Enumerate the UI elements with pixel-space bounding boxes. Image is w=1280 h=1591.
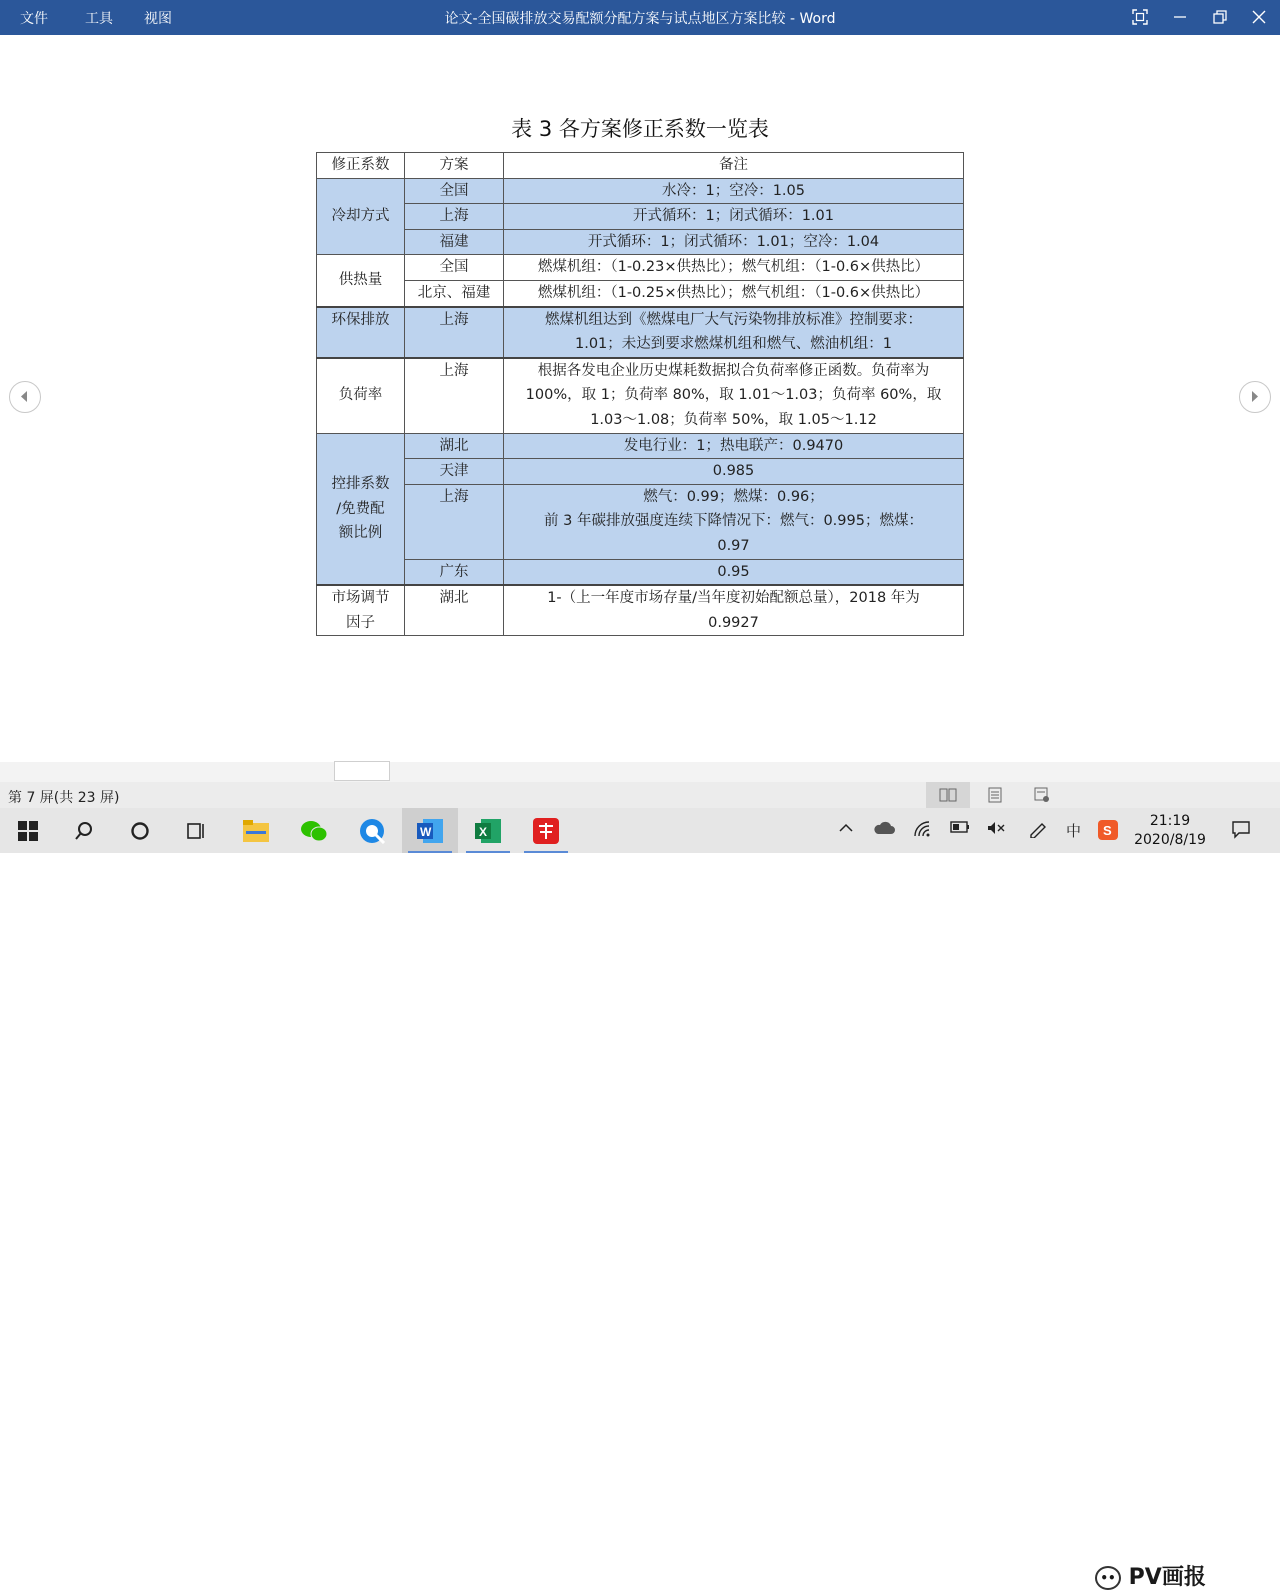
search-icon: [74, 821, 94, 841]
scheme-cell: 广东: [405, 559, 504, 585]
cortana-icon: [130, 821, 150, 841]
note-cell: 燃煤机组：（1-0.25×供热比）；燃气机组：（1-0.6×供热比）: [504, 280, 964, 306]
wifi-icon: [913, 820, 931, 838]
file-explorer-app[interactable]: [228, 808, 284, 853]
wechat-icon: [300, 819, 328, 843]
onedrive-button[interactable]: [873, 820, 895, 840]
scheme-cell: 上海: [405, 307, 504, 358]
web-page-icon: [1034, 787, 1050, 803]
speaker-muted-icon: [986, 820, 1006, 836]
fullscreen-icon[interactable]: [1127, 4, 1153, 30]
search-button[interactable]: [56, 808, 112, 853]
note-cell: 燃煤机组达到《燃煤电厂大气污染物排放标准》控制要求： 1.01；未达到要求燃煤机组和燃气、燃油机组：1: [504, 307, 964, 358]
menu-tools[interactable]: 工具: [85, 11, 113, 27]
chevron-up-icon: [838, 820, 854, 836]
web-layout-button[interactable]: [1020, 782, 1064, 808]
task-view-icon: [185, 821, 207, 841]
word-app[interactable]: [402, 808, 458, 853]
note-cell: 发电行业：1；热电联产：0.9470: [504, 433, 964, 459]
table-row: [317, 255, 964, 281]
header-scheme: 方案: [405, 153, 504, 179]
volume-button[interactable]: [986, 820, 1006, 840]
watermark-text: PV画报: [1128, 1565, 1206, 1590]
scheme-cell: 上海: [405, 358, 504, 433]
page-icon: [988, 787, 1002, 803]
clock-time: 21:19: [1149, 813, 1191, 829]
table-row: [317, 559, 964, 585]
note-cell: 1-（上一年度市场存量/当年度初始配额总量），2018 年为 0.9927: [504, 585, 964, 636]
cloud-icon: [873, 820, 895, 836]
note-cell: 开式循环：1；闭式循环：1.01；空冷：1.04: [504, 229, 964, 255]
clock-date: 2020/8/19: [1134, 832, 1206, 848]
scheme-cell: 上海: [405, 204, 504, 230]
note-cell: 水冷：1；空冷：1.05: [504, 178, 964, 204]
scheme-cell: 北京、福建: [405, 280, 504, 306]
taskbar: [0, 808, 1280, 853]
scheme-cell: 福建: [405, 229, 504, 255]
wechat-logo-icon: ••: [1095, 1566, 1121, 1590]
pen-icon: [1028, 820, 1048, 838]
table-row: [317, 484, 964, 559]
windows-icon: [18, 821, 38, 841]
watermark-logo: [1095, 1560, 1206, 1591]
scheme-cell: 全国: [405, 255, 504, 281]
group-market: 市场调节 因子: [317, 585, 405, 636]
sogou-ime-button[interactable]: [1098, 820, 1118, 844]
browser-app[interactable]: [344, 808, 400, 853]
note-cell: 燃气：0.99；燃煤：0.96； 前 3 年碳排放强度连续下降情况下：燃气：0.995；燃煤： 0.97: [504, 484, 964, 559]
excel-app[interactable]: [460, 808, 516, 853]
battery-button[interactable]: [950, 820, 970, 838]
table-row: [317, 585, 964, 636]
table-row: [317, 358, 964, 433]
scheme-cell: 湖北: [405, 433, 504, 459]
window-title: 论文-全国碳排放交易配额分配方案与试点地区方案比较 - Word: [444, 11, 836, 27]
close-button[interactable]: [1246, 4, 1272, 30]
clock[interactable]: [1132, 812, 1208, 850]
table-row: [317, 204, 964, 230]
network-button[interactable]: [913, 820, 931, 842]
read-mode-button[interactable]: [926, 782, 970, 808]
mail-app-icon: [533, 818, 559, 844]
browser-icon: [359, 818, 385, 844]
scheme-cell: 湖北: [405, 585, 504, 636]
table-row: [317, 229, 964, 255]
note-cell: 开式循环：1；闭式循环：1.01: [504, 204, 964, 230]
group-env: 环保排放: [317, 307, 405, 358]
wechat-app[interactable]: [286, 808, 342, 853]
group-heating: 供热量: [317, 255, 405, 307]
svg-text:S: S: [1103, 823, 1112, 838]
menu-file[interactable]: 文件: [20, 11, 48, 27]
pen-button[interactable]: [1028, 820, 1048, 842]
show-hidden-icons-button[interactable]: [838, 820, 854, 840]
table-row: [317, 459, 964, 485]
book-icon: [939, 788, 957, 802]
header-coefficient: 修正系数: [317, 153, 405, 179]
start-button[interactable]: [0, 808, 56, 853]
note-cell: 0.95: [504, 559, 964, 585]
battery-icon: [950, 820, 970, 834]
notification-icon: [1231, 819, 1251, 839]
header-note: 备注: [504, 153, 964, 179]
action-center-button[interactable]: [1231, 819, 1251, 843]
print-layout-button[interactable]: [973, 782, 1017, 808]
cortana-button[interactable]: [112, 808, 168, 853]
group-load: 负荷率: [317, 358, 405, 433]
mail-app[interactable]: [518, 808, 574, 853]
menu-view[interactable]: 视图: [144, 11, 172, 27]
scheme-cell: 上海: [405, 484, 504, 559]
note-cell: 根据各发电企业历史煤耗数据拟合负荷率修正函数。负荷率为 100%，取 1；负荷率 80%，取 1.01～1.03；负荷率 60%，取 1.03～1.08；负荷率 50%，取 1.05～1.12: [504, 358, 964, 433]
svg-text:X: X: [479, 824, 488, 839]
ime-indicator[interactable]: 中: [1066, 822, 1082, 840]
table-row: [317, 307, 964, 358]
chevron-right-icon: [1240, 382, 1269, 411]
group-control: 控排系数 /免费配 额比例: [317, 433, 405, 585]
scheme-cell: 天津: [405, 459, 504, 485]
chevron-left-icon: [10, 382, 39, 411]
correction-coefficient-table: [316, 152, 964, 636]
svg-text:W: W: [420, 824, 432, 839]
minimize-button[interactable]: [1167, 4, 1193, 30]
folder-icon: [243, 820, 269, 842]
excel-icon: [475, 819, 501, 843]
restore-button[interactable]: [1207, 4, 1233, 30]
table-row: [317, 280, 964, 306]
table-row: [317, 178, 964, 204]
word-icon: [417, 819, 443, 843]
previous-page-button[interactable]: [9, 381, 41, 413]
group-cooling: 冷却方式: [317, 178, 405, 255]
task-view-button[interactable]: [168, 808, 224, 853]
next-page-button[interactable]: [1239, 381, 1271, 413]
title-bar: [0, 0, 1280, 35]
note-cell: 燃煤机组：（1-0.23×供热比）；燃气机组：（1-0.6×供热比）: [504, 255, 964, 281]
page-indicator: 第 7 屏(共 23 屏): [8, 790, 120, 806]
note-cell: 0.985: [504, 459, 964, 485]
table-header-row: [317, 153, 964, 179]
table-row: [317, 433, 964, 459]
sogou-icon: [1098, 820, 1118, 840]
scrollbar-thumb[interactable]: [334, 761, 390, 781]
scheme-cell: 全国: [405, 178, 504, 204]
horizontal-scrollbar[interactable]: [0, 762, 1280, 782]
table-caption: 表 3 各方案修正系数一览表: [511, 117, 769, 141]
